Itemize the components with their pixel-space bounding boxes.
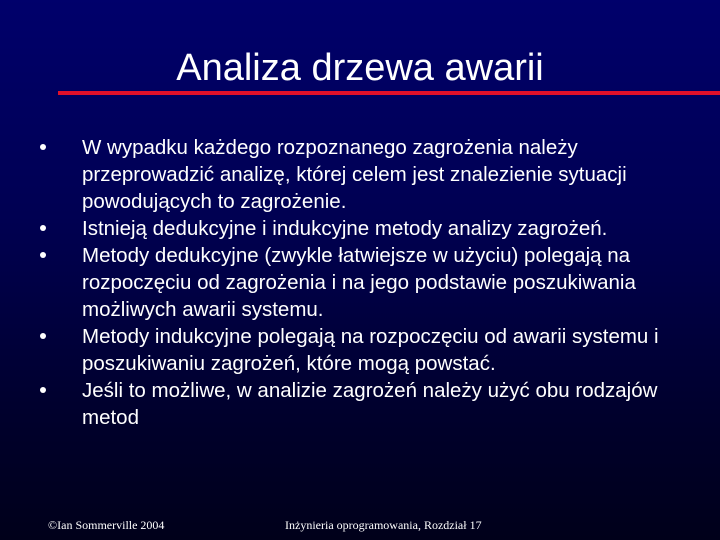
bullet-dot-icon [40, 225, 46, 231]
title-divider [58, 91, 720, 95]
bullet-text: Istnieją dedukcyjne i indukcyjne metody analizy zagrożeń. [82, 217, 608, 240]
bullet-item [40, 134, 700, 215]
bullet-item [40, 323, 700, 377]
slide-title: Analiza drzewa awarii [176, 47, 544, 89]
bullet-list [40, 134, 700, 431]
bullet-dot-icon [40, 144, 46, 150]
bullet-text: Jeśli to możliwe, w analizie zagrożeń należy użyć obu rodzajów metod [82, 379, 658, 429]
bullet-item [40, 377, 700, 431]
bullet-dot-icon [40, 252, 46, 258]
footer-copyright: ©Ian Sommerville 2004 [48, 518, 165, 532]
bullet-text: Metody indukcyjne polegają na rozpoczęciu od awarii systemu i poszukiwaniu zagrożeń, które mogą powstać. [82, 325, 659, 375]
bullet-text: Metody dedukcyjne (zwykle łatwiejsze w użyciu) polegają na rozpoczęciu od zagrożenia i na jego podstawie poszukiwania możliwych awarii systemu. [82, 244, 636, 321]
bullet-dot-icon [40, 387, 46, 393]
footer-course: Inżynieria oprogramowania, Rozdział 17 [285, 518, 482, 532]
bullet-dot-icon [40, 333, 46, 339]
bullet-item [40, 215, 700, 242]
bullet-item [40, 242, 700, 323]
bullet-text: W wypadku każdego rozpoznanego zagrożenia należy przeprowadzić analizę, której celem jest znalezienie sytuacji powodujących to zagrożenie. [82, 136, 627, 213]
